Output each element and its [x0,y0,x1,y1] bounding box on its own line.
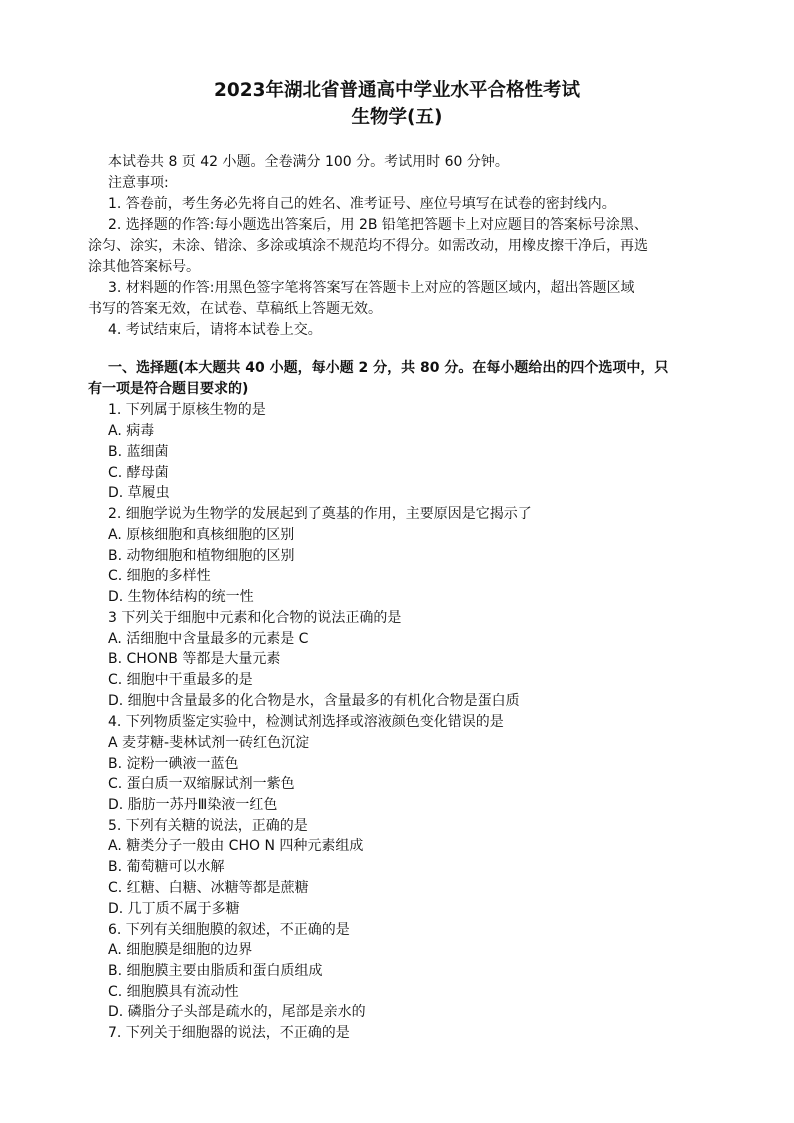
question-option: B. 动物细胞和植物细胞的区别 [108,548,295,564]
question-option: D. 几丁质不属于多糖 [108,901,240,917]
exam-summary: 本试卷共 8 页 42 小题。全卷满分 100 分。考试用时 60 分钟。 [108,154,509,170]
question-option: D. 生物体结构的统一性 [108,589,254,605]
question-stem: 1. 下列属于原核生物的是 [108,402,266,418]
question-option: A 麦芽糖-斐林试剂一砖红色沉淀 [108,735,310,751]
question-option: D. 细胞中含量最多的化合物是水，含量最多的有机化合物是蛋白质 [108,693,520,709]
question-option: C. 蛋白质一双缩脲试剂一紫色 [108,776,295,792]
question-option: A. 活细胞中含量最多的元素是 C [108,631,309,647]
question-option: C. 细胞中干重最多的是 [108,672,253,688]
question-option: D. 草履虫 [108,485,170,501]
question-option: B. CHONB 等都是大量元素 [108,651,281,667]
question-option: B. 淀粉一碘液一蓝色 [108,756,239,772]
question-option: C. 酵母菌 [108,465,169,481]
notice-item: 3. 材料题的作答:用黑色签字笔将答案写在答题卡上对应的答题区域内，超出答题区域 [108,280,635,296]
exam-subtitle: 生物学(五) [351,107,443,128]
notice-item: 2. 选择题的作答:每小题选出答案后，用 2B 铅笔把答题卡上对应题目的答案标号涂黑、 [108,217,648,233]
question-stem: 2. 细胞学说为生物学的发展起到了奠基的作用，主要原因是它揭示了 [108,506,532,522]
question-option: C. 细胞膜具有流动性 [108,984,239,1000]
question-option: A. 糖类分子一般由 CHO N 四种元素组成 [108,838,364,854]
question-stem: 7. 下列关于细胞器的说法，不正确的是 [108,1025,350,1041]
notice-item: 4. 考试结束后，请将本试卷上交。 [108,322,322,338]
question-option: A. 细胞膜是细胞的边界 [108,942,253,958]
question-option: D. 脂肪一苏丹Ⅲ染液一红色 [108,797,278,813]
question-stem: 5. 下列有关糖的说法，正确的是 [108,818,308,834]
notice-item: 涂其他答案标号。 [88,259,200,275]
question-option: A. 病毒 [108,423,155,439]
question-option: D. 磷脂分子头部是疏水的，尾部是亲水的 [108,1004,366,1020]
section-heading-cont: 有一项是符合题目要求的) [88,381,249,397]
question-option: B. 葡萄糖可以水解 [108,859,225,875]
question-option: B. 蓝细菌 [108,444,169,460]
notice-item: 涂匀、涂实，未涂、错涂、多涂或填涂不规范均不得分。如需改动，用橡皮擦干净后，再选 [88,238,648,254]
question-option: B. 细胞膜主要由脂质和蛋白质组成 [108,963,323,979]
question-stem: 4. 下列物质鉴定实验中，检测试剂选择或溶液颜色变化错误的是 [108,714,504,730]
question-option: C. 红糖、白糖、冰糖等都是蔗糖 [108,880,309,896]
question-stem: 6. 下列有关细胞膜的叙述，不正确的是 [108,922,350,938]
question-stem: 3 下列关于细胞中元素和化合物的说法正确的是 [108,610,402,626]
notice-label: 注意事项: [108,175,169,191]
exam-title: 2023年湖北省普通高中学业水平合格性考试 [214,80,580,101]
section-heading: 一、选择题(本大题共 40 小题，每小题 2 分，共 80 分。在每小题给出的四个选项中，只 [108,360,669,376]
notice-item: 书写的答案无效，在试卷、草稿纸上答题无效。 [88,301,382,317]
question-option: A. 原核细胞和真核细胞的区别 [108,527,295,543]
notice-item: 1. 答卷前，考生务必先将自己的姓名、准考证号、座位号填写在试卷的密封线内。 [108,196,616,212]
question-option: C. 细胞的多样性 [108,568,211,584]
